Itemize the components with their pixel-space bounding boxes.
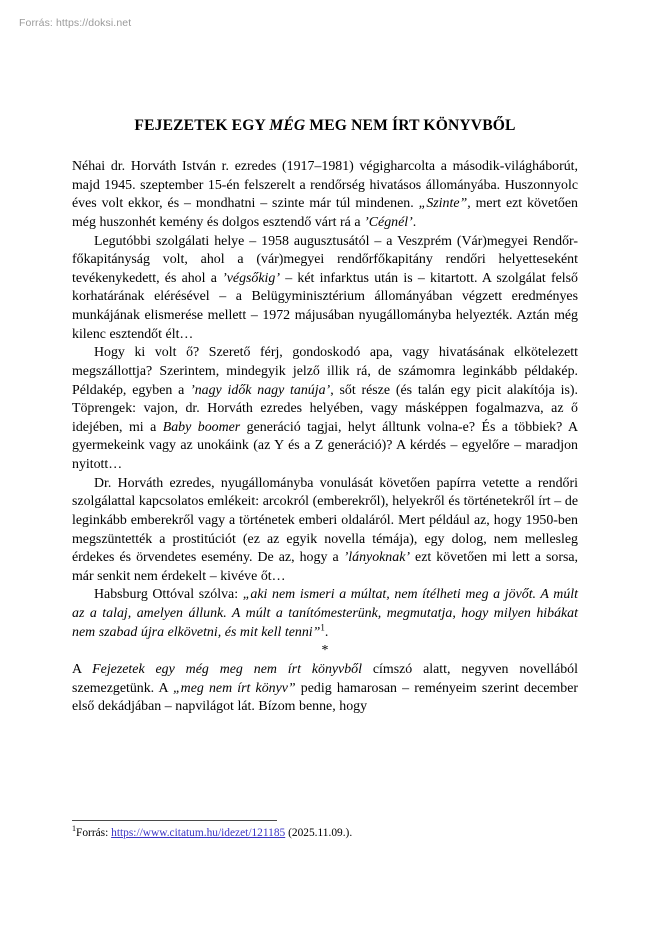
page-title-emphasis: MÉG — [269, 117, 306, 134]
paragraph-6-seg2: címszó alatt, negyven novellából szemezgetünk. A — [72, 661, 578, 696]
paragraph-5-seg1: Habsburg Ottóval szólva: — [94, 587, 243, 603]
paragraph-2-seg2: – két infarktus után is – kitartott. A szolgálat felső korhatárának elérésével – a Belügyminisztérium állományában végzett eredményes munkájának elismerése mellett – 1972 májusában nyugállományba helyezték. Aztán még kilenc esztendőt élt… — [72, 270, 578, 342]
page-title-part1: FEJEZETEK EGY — [134, 117, 270, 134]
paragraph-6 — [72, 661, 578, 717]
paragraph-3-seg2: , sőt része (és talán egy picit alakítója is). Töprengek: vajon, dr. Horváth ezredes helyében, vagy másképpen fogalmazva, az ő idejében, mi a — [72, 382, 578, 435]
paragraph-6-seg1: A — [72, 661, 93, 677]
paragraph-3-italic2: Baby boomer — [162, 419, 241, 435]
footnote-reference-1[interactable]: 1 — [320, 622, 325, 632]
paragraph-6-seg3: pedig hamarosan – reményeim szerint december első dekádjában – napvilágot lát. Bízom benne, hogy — [72, 680, 579, 715]
paragraph-5-quote — [72, 586, 578, 642]
paragraph-3 — [72, 344, 578, 474]
paragraph-2-seg1: Legutóbbi szolgálati helye – 1958 augusztusától – a Veszprém (Vár)megyei Rendőr-főkapitányság volt, ahol a (vár)megyei rendőrfőkapitány rendőri helyetteseként tevékenykedett, és ahol a — [72, 233, 578, 286]
paragraph-3-italic1: ’nagy idők nagy tanúja’ — [190, 382, 331, 398]
section-separator-asterisk: * — [321, 643, 329, 659]
footnote-source-link[interactable]: https://www.citatum.hu/idezet/121185 — [111, 827, 286, 839]
footnote-1 — [72, 826, 578, 841]
paragraph-2 — [72, 233, 578, 345]
paragraph-1-seg3: . — [412, 214, 417, 230]
paragraph-5-seg2: . — [324, 624, 329, 640]
paragraph-6-italic2: „meg nem írt könyv” — [172, 680, 296, 696]
paragraph-1-italic2: ’Cégnél’ — [364, 214, 413, 230]
paragraph-1-seg2: , mert ezt követően még huszonhét kemény és dolgos esztendő várt rá a — [72, 196, 578, 230]
paragraph-3-seg1: Hogy ki volt ő? Szerető férj, gondoskodó apa, vagy hivatásának elkötelezett megszállottja? Szerintem, mindegyik jelző illik rá, de számomra leginkább példakép. Példakép, egyben a — [72, 345, 578, 398]
paragraph-5-quote-text: „aki nem ismeri a múltat, nem ítélheti meg a jövőt. A múlt az a talaj, amelyen állunk. A múlt a tanítómesterünk, megmutatja, hogy milyen hibákat nem szabad újra elkövetni, és mit kell tenni” — [72, 587, 578, 640]
source-watermark: Forrás: https://doksi.net — [19, 17, 132, 29]
page-title — [72, 117, 578, 136]
paragraph-3-seg3: generáció tagjai, helyt álltunk volna-e? És a többiek? A gyermekeink vagy az unokáink (az Y és a Z generáció)? A kérdés – egyelőre – maradjon nyitott… — [72, 419, 578, 472]
paragraph-1 — [72, 158, 578, 233]
footnote-label: Forrás: — [76, 827, 112, 839]
paragraph-4 — [72, 475, 578, 587]
paragraph-1-italic1: „Szinte” — [418, 196, 468, 212]
footnote-area — [72, 820, 578, 841]
footnote-marker: 1 — [72, 824, 76, 834]
paragraph-4-italic1: ’lányoknak’ — [343, 550, 410, 566]
footnote-date: (2025.11.09.). — [285, 827, 353, 839]
paragraph-4-seg1: Dr. Horváth ezredes, nyugállományba vonulását követően papírra vetette a rendőri szolgálattal kapcsolatos emlékeit: arcokról (emberekről), helyekről és történetekről írt – de leginkább emberekről vagy a történetek emberi oldaláról. Mert például az, hogy 1950-ben megszüntették a prostitúciót (ez az egyik novella témája), egy dolog, nem mellesleg érdekes és örvendetes esemény. De az, hogy a — [72, 475, 578, 566]
paragraph-6-italic1: Fejezetek egy még meg nem írt könyvből — [92, 661, 362, 677]
body-text — [72, 158, 578, 717]
footnote-separator-rule — [72, 820, 277, 821]
page-title-part2: MEG NEM ÍRT KÖNYVBŐL — [305, 117, 516, 134]
paragraph-1-seg1: Néhai dr. Horváth István r. ezredes (1917–1981) végigharcolta a második-világháborút, majd 1945. szeptember 15-én felszerelt a rendőrség hivatásos állományába. Huszonnyolc éves volt ekkor, és – mondhatni – szinte már túl mindenen. — [72, 159, 578, 212]
paragraph-4-seg2: ezt követően mi lett a sorsa, már senkit nem érdekelt – kivéve őt… — [72, 550, 578, 584]
paragraph-2-italic1: ’végsőkig’ — [222, 270, 280, 286]
